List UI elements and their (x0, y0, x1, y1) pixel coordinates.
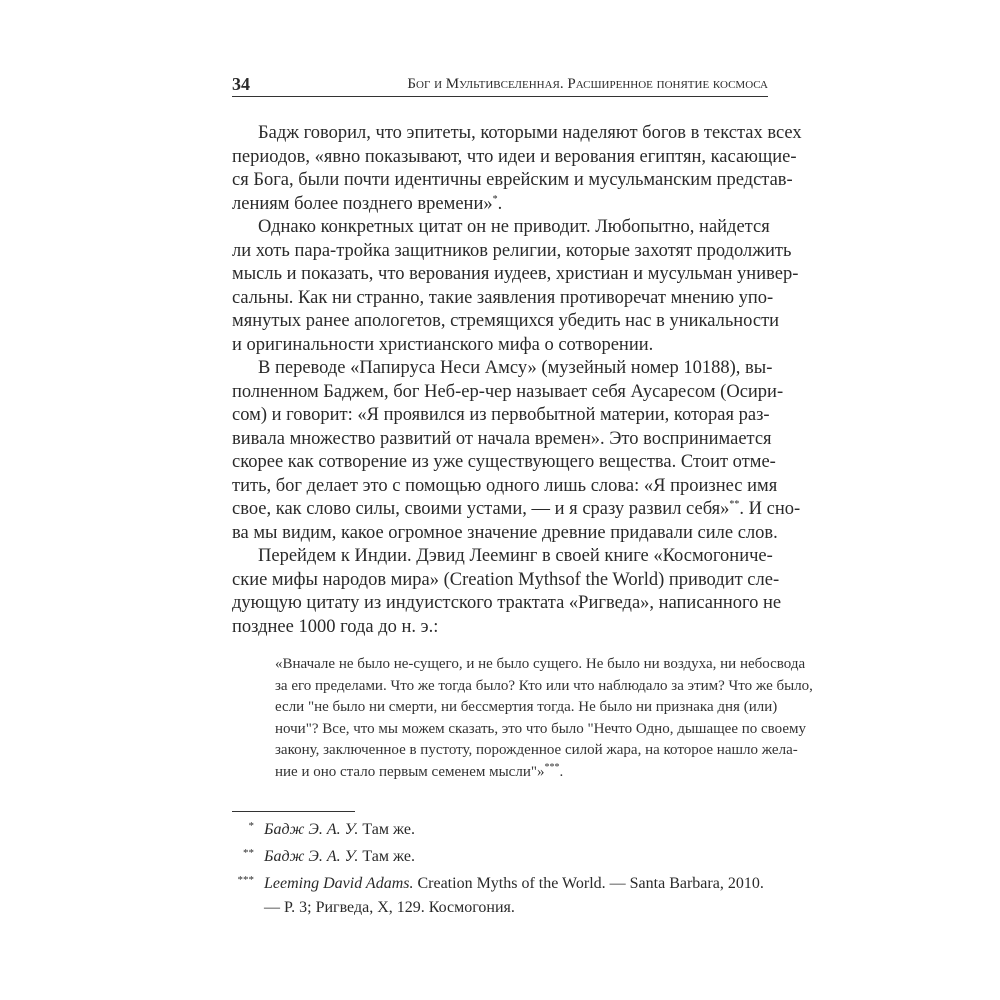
page-number: 34 (232, 74, 250, 94)
line-text: вивала множество развитий от начала времен». Это воспринимается (232, 428, 772, 449)
line-text: ва мы видим, какое огромное значение древние придавали силе слов. (232, 522, 778, 543)
line-text: ся Бога, были почти идентичны еврейским и мусульманским представ- (232, 170, 793, 190)
line-text: периодов, «явно показывают, что идеи и верования египтян, касающие- (232, 146, 797, 167)
text-line (232, 498, 801, 522)
text-line (232, 616, 768, 640)
footnote-divider (232, 811, 355, 812)
line-text: мянутых ранее апологетов, стремящихся убедить нас в уникальности (232, 311, 780, 331)
footnote (232, 872, 768, 920)
footnote (232, 845, 768, 869)
text-line (275, 740, 798, 762)
footnote-ref: * (492, 193, 498, 205)
line-text: лениям более позднего времени» (232, 193, 493, 214)
footnote-mark: ** (243, 847, 254, 859)
line-text: В переводе «Папируса Неси Амсу» (музейный номер 10188), вы- (258, 358, 773, 378)
text-line (232, 569, 780, 593)
line-text: закону, заключенное в пустоту, порожденное силой жара, на которое нашло жела- (275, 742, 798, 759)
text-line (232, 169, 793, 193)
line-text: скорее как сотворение из уже существующего вещества. Стоит отме- (232, 452, 776, 472)
text-line (275, 676, 813, 698)
text-line (232, 428, 772, 452)
footnote-text: Там же. (362, 848, 415, 865)
line-text: ские мифы народов мира» (Creation Mythsof the World) приводит сле- (232, 569, 780, 590)
footnote (232, 818, 768, 842)
text-line (232, 404, 768, 428)
line-text: тить, бог делает это с помощью одного лишь слова: «Я произнес имя (232, 475, 778, 496)
line-text: ние и оно стало первым семенем мысли"» (275, 763, 545, 780)
text-line (232, 193, 768, 217)
text-line (232, 475, 778, 499)
text-line (232, 381, 784, 405)
page-header (232, 72, 768, 97)
footnote-text: Creation Myths of the World. — Santa Barbara, 2010. — P. 3; Ригведа, X, 129. Космогония. (264, 875, 764, 916)
text-line (232, 592, 782, 616)
line-text: сальны. Как ни странно, такие заявления противоречат мнению упо- (232, 287, 774, 308)
footnote-author: Бадж Э. А. У. (264, 821, 359, 838)
footnote-mark: *** (237, 874, 254, 886)
text-line (232, 263, 799, 287)
text-line (232, 216, 768, 240)
text-line (232, 357, 773, 381)
line-tail: . И сно- (739, 499, 801, 519)
line-text: и оригинальности христианского мифа о сотворении. (232, 334, 654, 355)
line-text: свое, как слово силы, своими устами, — и я сразу развил себя» (232, 499, 730, 519)
text-line (232, 545, 773, 569)
footnote-mark: * (248, 820, 254, 832)
line-text: сом) и говорит: «Я проявился из первобытной материи, которая раз- (232, 405, 770, 425)
text-line (232, 310, 780, 334)
line-text: Перейдем к Индии. Дэвид Лееминг в своей книге «Космогониче- (258, 546, 773, 566)
text-line (232, 122, 802, 146)
line-tail: . (559, 763, 564, 780)
text-line (275, 719, 806, 741)
text-line (232, 287, 774, 311)
line-text: ли хоть пара-тройка защитников религии, которые захотят продолжить (232, 240, 792, 261)
line-text: Однако конкретных цитат он не приводит. Любопытно, найдется (258, 217, 770, 237)
line-text: мысль и показать, что верования иудеев, христиан и мусульман универ- (232, 264, 799, 284)
line-text: Бадж говорил, что эпитеты, которыми наделяют богов в текстах всех (258, 123, 802, 143)
line-text: полненном Баджем, бог Неб-ер-чер называет себя Аусаресом (Осири- (232, 381, 784, 402)
text-line (232, 334, 768, 358)
body-text (232, 122, 802, 639)
text-line (232, 522, 778, 546)
text-line (232, 240, 792, 264)
text-line (275, 762, 768, 784)
footnotes (232, 818, 768, 923)
running-title: Бог и Мультивселенная. Расширенное понятие космоса (407, 76, 768, 92)
line-text: за его пределами. Что же тогда было? Кто или что наблюдало за этим? Что же было, (275, 677, 813, 694)
text-line (232, 451, 776, 475)
text-line (232, 146, 797, 170)
line-text: ночи"? Все, что мы можем сказать, это что было "Нечто Одно, дышащее по своему (275, 720, 806, 737)
line-text: «Вначале не было не-сущего, и не было сущего. Не было ни воздуха, ни небосвода (275, 656, 806, 672)
footnote-ref: *** (544, 761, 560, 773)
footnote-ref: ** (729, 498, 740, 510)
line-text: если "не было ни смерти, ни бессмертия тогда. Не было ни признака дня (или) (275, 699, 778, 716)
footnote-text: Там же. (362, 821, 415, 838)
text-line (275, 654, 806, 676)
text-line (275, 697, 778, 719)
footnote-author: Бадж Э. А. У. (264, 848, 359, 865)
line-text: дующую цитату из индуистского трактата «Ригведа», написанного не (232, 593, 782, 613)
footnote-author: Leeming David Adams. (264, 875, 414, 892)
block-quote (275, 654, 813, 784)
line-text: позднее 1000 года до н. э.: (232, 616, 439, 637)
line-tail: . (497, 193, 503, 214)
